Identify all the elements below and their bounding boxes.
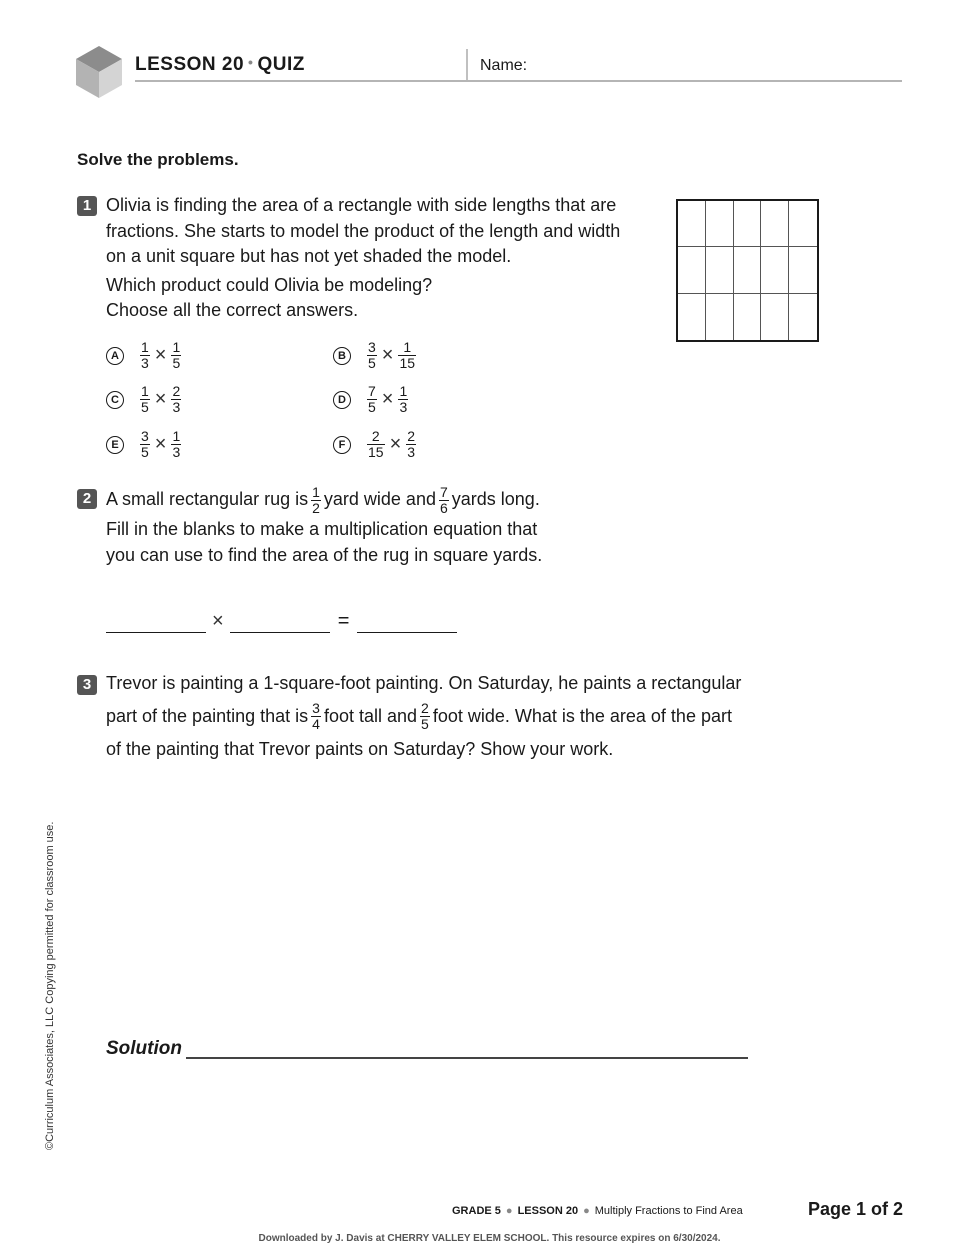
- question-1-prompt: Which product could Olivia be modeling?: [106, 274, 433, 295]
- instructions: Solve the problems.: [77, 150, 239, 169]
- choice-a[interactable]: A $\frac{1}{3}$ × $\frac{1}{5}$: [106, 340, 183, 371]
- cube-icon: [75, 45, 123, 99]
- copyright-note: ©Curriculum Associates, LLC Copying permitted for classroom use.: [44, 821, 56, 1150]
- choice-b-bubble[interactable]: B: [333, 347, 351, 365]
- work-area[interactable]: [106, 775, 766, 1025]
- lesson-title: [135, 54, 305, 76]
- choice-f[interactable]: F $\frac{2}{15}$ × $\frac{2}{3}$: [333, 429, 418, 460]
- choice-f-bubble[interactable]: F: [333, 436, 351, 454]
- footer-topic: Multiply Fractions to Find Area: [594, 1205, 743, 1217]
- download-note: Downloaded by J. Davis at CHERRY VALLEY ELEM SCHOOL. This resource expires on 6/30/2024.: [258, 1233, 721, 1244]
- choice-d-bubble[interactable]: D: [333, 391, 351, 409]
- solution-label: Solution: [106, 1038, 182, 1059]
- unit-square-model: [676, 199, 819, 342]
- blank-factor-2[interactable]: [230, 631, 330, 633]
- question-2-text: A small rectangular rug is $\frac{1}{2}$ yard wide and $\frac{7}{6}$ yards long. Fill in the blanks to make a multiplication equation that you can use to find the area of the rug in square yards.: [106, 483, 543, 565]
- quiz-label: QUIZ: [257, 54, 305, 75]
- separator-dot: •: [248, 54, 254, 70]
- footer-info: GRADE 5 ● LESSON 20 ● Multiply Fractions to Find Area: [452, 1205, 743, 1217]
- blank-factor-1[interactable]: [106, 631, 206, 633]
- question-3-number: 3: [77, 675, 97, 695]
- page-number: Page 1 of 2: [808, 1199, 904, 1219]
- question-1-instruction: Choose all the correct answers.: [106, 300, 359, 320]
- question-1-number: 1: [77, 196, 97, 216]
- solution-answer-line[interactable]: [186, 1057, 748, 1059]
- question-3-text: Trevor is painting a 1-square-foot painting. On Saturday, he paints a rectangular part of the painting that is $\frac{3}{4}$ foot tall and $\frac{2}{5}$ foot wide. What is the area of the part of the painting that Trevor paints on Saturday? Show your work.: [106, 673, 742, 759]
- header-divider: [466, 49, 468, 81]
- choice-d[interactable]: D $\frac{7}{5}$ × $\frac{1}{3}$: [333, 384, 410, 415]
- footer-lesson: LESSON 20: [517, 1205, 579, 1217]
- choice-a-bubble[interactable]: A: [106, 347, 124, 365]
- footer-grade: GRADE 5: [452, 1205, 501, 1217]
- equation-blanks: × =: [106, 610, 457, 633]
- question-2-number: 2: [77, 489, 97, 509]
- name-field-label: Name:: [480, 57, 528, 74]
- choice-b[interactable]: B $\frac{3}{5}$ × $\frac{1}{15}$: [333, 340, 418, 371]
- choice-e[interactable]: E $\frac{3}{5}$ × $\frac{1}{3}$: [106, 429, 183, 460]
- question-1-text: Olivia is finding the area of a rectangle with side lengths that are fractions. She starts to model the product of the length and width on a unit square but has not yet shaded the model. Which product could Olivia be modeling? Choose all the correct answers.: [106, 193, 666, 324]
- header-rule: [135, 80, 902, 82]
- choice-e-bubble[interactable]: E: [106, 436, 124, 454]
- blank-product[interactable]: [357, 631, 457, 633]
- choice-c[interactable]: C $\frac{1}{5}$ × $\frac{2}{3}$: [106, 384, 183, 415]
- choice-c-bubble[interactable]: C: [106, 391, 124, 409]
- lesson-label: LESSON 20: [135, 54, 245, 75]
